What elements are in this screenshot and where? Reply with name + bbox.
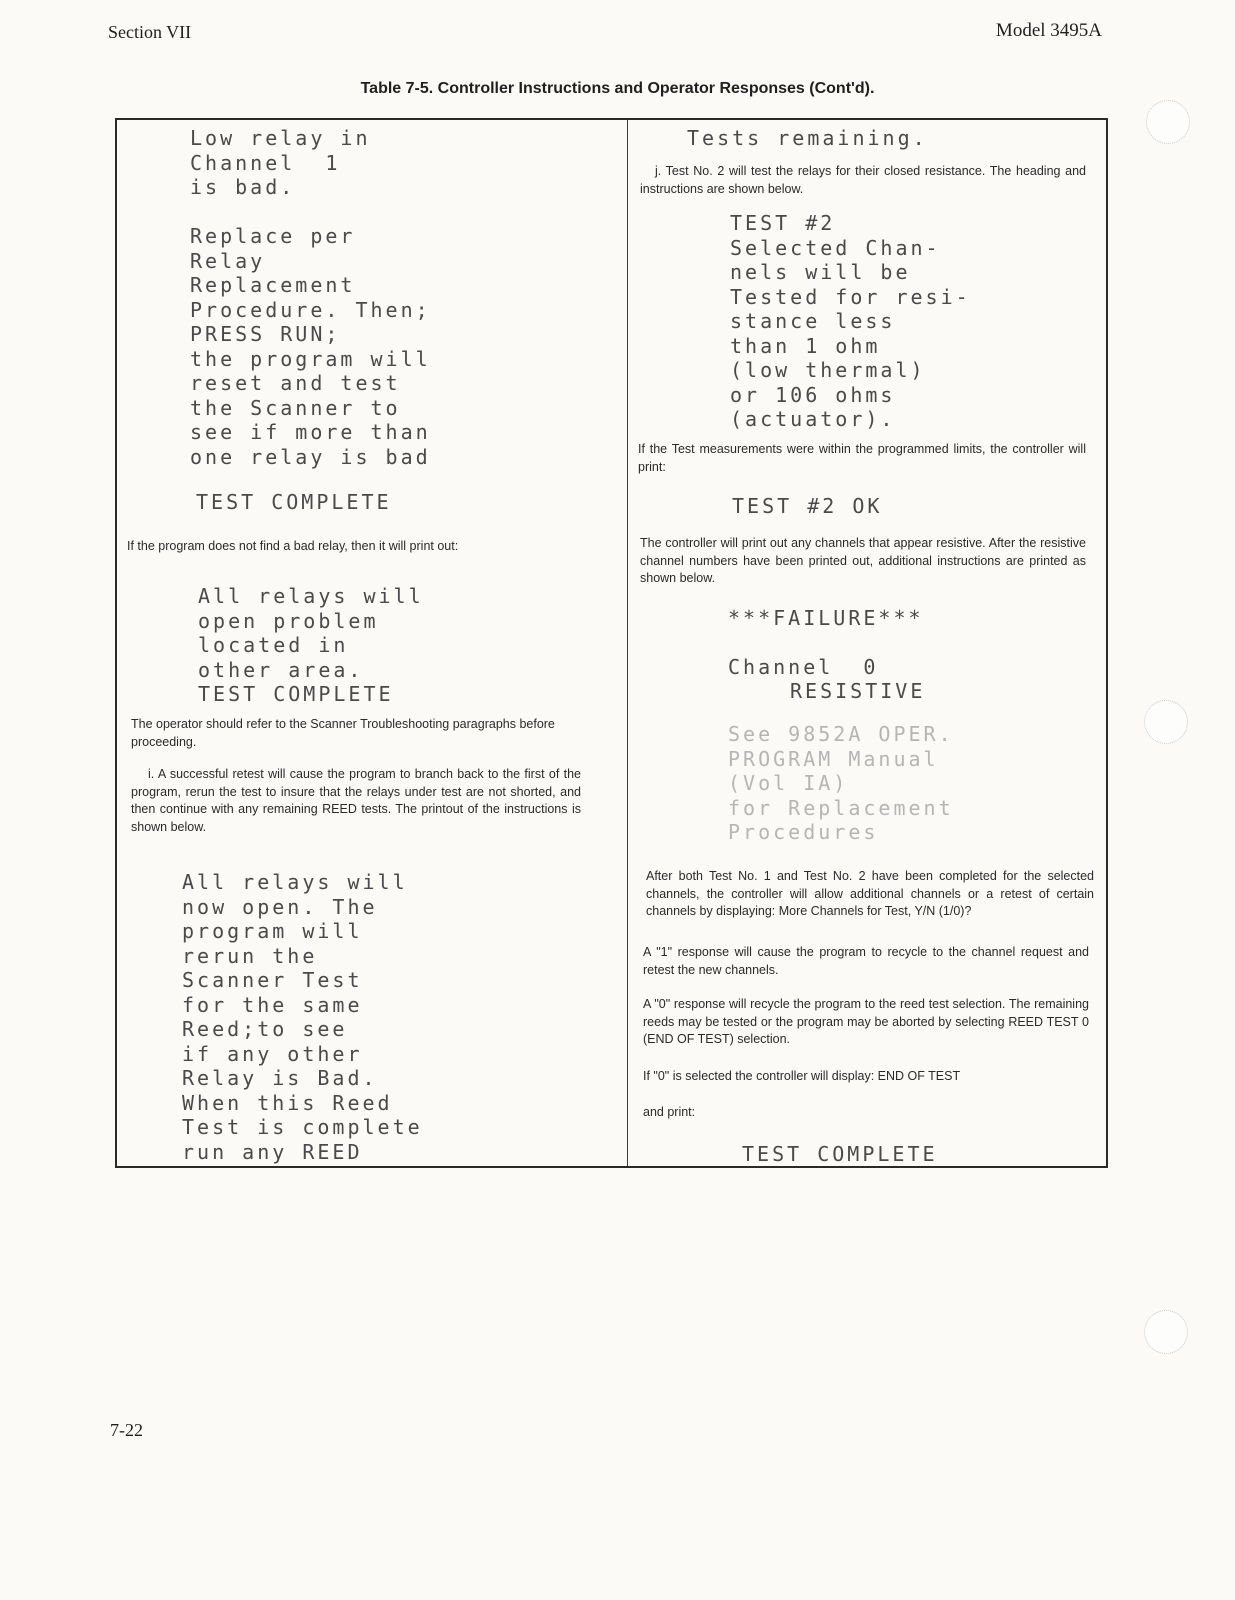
binder-hole [1144, 1310, 1188, 1354]
model-label: Model 3495A [995, 20, 1102, 41]
printout-tests-remaining: Tests remaining. [687, 126, 928, 150]
printout-all-relays-open: All relays will open problem located in other area. TEST COMPLETE [198, 584, 424, 706]
printout-low-relay: Low relay in Channel 1 is bad. [190, 126, 371, 199]
printout-test-complete: TEST COMPLETE [196, 490, 392, 514]
printout-channel: Channel 0 [728, 655, 879, 679]
paragraph-no-bad-relay: If the program does not find a bad relay, then it will print out: [127, 539, 459, 553]
paragraph-response-0: A "0" response will recycle the program to the reed test selection. The remaining reeds may be tested or the program may be aborted by selecting REED TEST 0 (END OF TEST) selection. [643, 997, 1089, 1046]
paragraph-and-print: and print: [643, 1105, 696, 1119]
binder-hole [1146, 100, 1190, 144]
section-label: Section VII [108, 22, 192, 42]
printout-rerun-instructions: All relays will now open. The program will rerun the Scanner Test for the same Reed;to see if any other Relay is Bad. When this Reed Test is complete run any REED [182, 870, 423, 1164]
paragraph-within-limits: If the Test measurements were within the programmed limits, the controller will print: [638, 442, 1086, 474]
table-title: Table 7-5. Controller Instructions and Operator Responses (Cont'd). [360, 80, 875, 97]
page-number: 7-22 [110, 1420, 143, 1440]
printout-failure: ***FAILURE*** [728, 606, 924, 630]
paragraph-item-j: j. Test No. 2 will test the relays for their closed resistance. The heading and instructions are shown below. [640, 164, 1086, 196]
printout-replace-procedure: Replace per Relay Replacement Procedure. Then; PRESS RUN; the program will reset and test the Scanner to see if more than one relay is bad [190, 224, 431, 469]
printout-test-complete-end: TEST COMPLETE [742, 1142, 938, 1166]
column-divider [627, 120, 628, 1166]
paragraph-if-zero: If "0" is selected the controller will display: END OF TEST [643, 1069, 961, 1083]
binder-hole [1144, 700, 1188, 744]
paragraph-after-both-tests: After both Test No. 1 and Test No. 2 have been completed for the selected channels, the controller will allow additional channels or a retest of certain channels by displaying: More Channels for Test, Y/N (1/0)? [646, 869, 1094, 918]
printout-resistive: RESISTIVE [790, 679, 926, 703]
paragraph-item-i: i. A successful retest will cause the program to branch back to the first of the program, rerun the test to insure that the relays under test are not shorted, and then continue with any remaining REED tests. The printout of the instructions is shown below. [131, 767, 581, 834]
paragraph-operator-refer: The operator should refer to the Scanner Troubleshooting paragraphs before proceeding. [131, 717, 555, 749]
paragraph-response-1: A "1" response will cause the program to recycle to the channel request and retest the new channels. [643, 945, 1089, 977]
printout-see-manual: See 9852A OPER. PROGRAM Manual (Vol IA) for Replacement Procedures [728, 722, 954, 844]
paragraph-resistive: The controller will print out any channels that appear resistive. After the resistive channel numbers have been printed out, additional instructions are printed as shown below. [640, 536, 1086, 585]
printout-test2-heading: TEST #2 Selected Chan- nels will be Tested for resi- stance less than 1 ohm (low thermal) or 106 ohms (actuator). [730, 211, 971, 431]
printout-test2-ok: TEST #2 OK [732, 494, 883, 518]
